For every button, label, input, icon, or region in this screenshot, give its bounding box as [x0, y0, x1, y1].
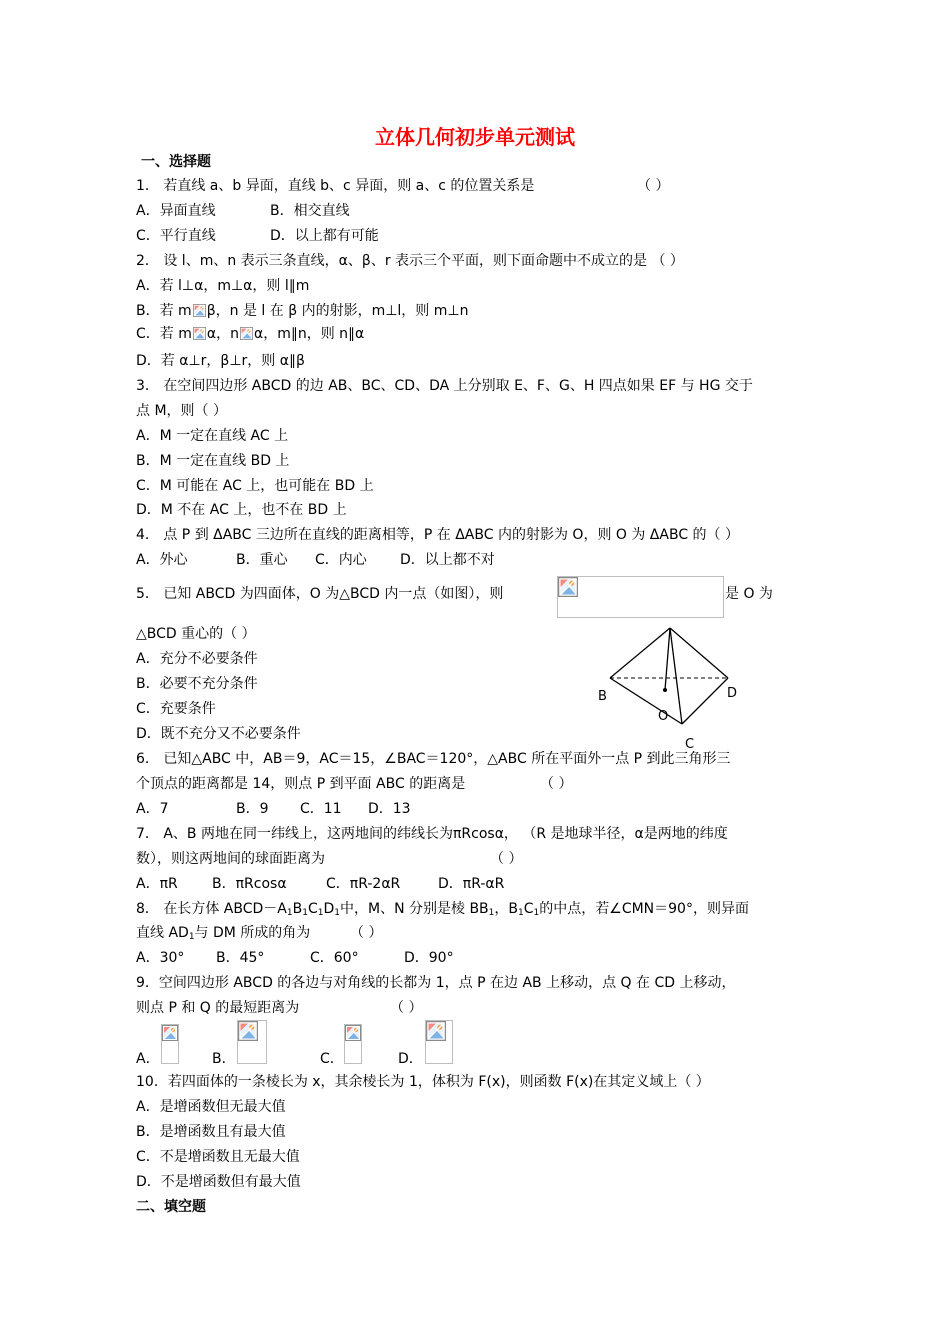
q1-option-d: D．以上都有可能 [270, 228, 379, 244]
q4-option-c: C．内心 [315, 552, 367, 568]
label-c: C [685, 737, 695, 752]
q8-option-c: C．60° [310, 950, 359, 966]
q9-option-a-image [161, 1024, 179, 1064]
q4-option-d: D．以上都不对 [400, 552, 495, 568]
q6-paren: （ ） [540, 776, 573, 792]
q1-stem: 1． 若直线 a、b 异面，直线 b、c 异面，则 a、c 的位置关系是 [136, 178, 535, 194]
q6-line2: 个顶点的距离都是 14，则点 P 到平面 ABC 的距离是 [136, 776, 466, 792]
edge-ad [670, 628, 728, 678]
q6-option-b: B．9 [236, 801, 269, 817]
q5-option-d: D．既不充分又不必要条件 [136, 726, 301, 742]
tetrahedron-figure [590, 622, 750, 752]
q9-option-a: A． [136, 1051, 160, 1067]
q5-option-a: A．充分不必要条件 [136, 651, 258, 667]
q4-option-a: A．外心 [136, 552, 188, 568]
q8-line2-a: 直线 AD [136, 925, 189, 941]
q4-stem: 4． 点 P 到 ΔABC 三边所在直线的距离相等，P 在 ΔABC 内的射影为 O，则 O 为 ΔABC 的（ ） [136, 527, 739, 543]
q9-option-c-image [344, 1024, 362, 1064]
broken-image-icon [162, 1025, 178, 1041]
q7-line2: 数），则这两地间的球面距离为 [136, 851, 325, 867]
q2-option-c-mid: α，n [206, 326, 239, 342]
q9-line1: 9．空间四边形 ABCD 的各边与对角线的长都为 1，点 P 在边 AB 上移动，点 Q 在 CD 上移动， [136, 975, 736, 991]
q1-option-c: C．平行直线 [136, 228, 216, 244]
q8-line1-c: 的中点，若∠CMN＝90°，则异面 [539, 901, 749, 917]
q8-line1-b: 中，M、N 分别是棱 BB [340, 901, 489, 917]
label-d: D [727, 686, 738, 701]
q6-option-c: C．11 [300, 801, 342, 817]
q9-option-d-image [425, 1020, 453, 1064]
q8-line1: 8． 在长方体 $ABCD-A_1B_1C_1D_1$中，M、N 分别是棱 $BB_1$，$B_1C_1$的中点，若∠CMN＝90°，则异面 [136, 901, 749, 918]
q10-option-a: A．是增函数但无最大值 [136, 1099, 286, 1115]
sub-1: 1 [334, 908, 340, 918]
q9-line2: 则点 P 和 Q 的最短距离为 [136, 1000, 300, 1016]
q4-option-b: B．重心 [236, 552, 288, 568]
q3-line2: 点 M，则（ ） [136, 403, 227, 419]
edge-bc [610, 678, 682, 724]
q1-option-b: B．相交直线 [270, 203, 350, 219]
q6-option-a: A．7 [136, 801, 169, 817]
q9-option-b: B． [212, 1051, 236, 1067]
q6-option-d: D．13 [368, 801, 411, 817]
sub-1: 1 [302, 908, 308, 918]
q8-line2 [136, 923, 310, 943]
q2-option-c-pre: C．若 m [136, 326, 192, 342]
section-heading-choice: 一、选择题 [141, 154, 211, 170]
sub-1: 1 [488, 908, 495, 918]
q3-option-b: B．M 一定在直线 BD 上 [136, 453, 290, 469]
q9-option-b-image [237, 1020, 267, 1064]
q5-option-b: B．必要不充分条件 [136, 676, 258, 692]
q3-option-c: C．M 可能在 AC 上，也可能在 BD 上 [136, 478, 374, 494]
sub-1: 1 [286, 908, 293, 918]
q2-option-d: D．若 α⊥r，β⊥r，则 α∥β [136, 353, 305, 369]
q8-line2-b: 与 DM 所成的角为 [194, 925, 311, 941]
edge-ab [610, 628, 670, 678]
q9-paren: （ ） [390, 1000, 423, 1016]
broken-image-icon [240, 327, 253, 340]
section-heading-fill: 二、填空题 [136, 1199, 206, 1215]
q5-condition-image [557, 576, 724, 618]
q9-option-d: D． [398, 1051, 423, 1067]
q10-option-c: C．不是增函数且无最大值 [136, 1149, 300, 1165]
q8-option-b: B．45° [216, 950, 265, 966]
sub-1: 1 [518, 908, 524, 918]
q6-line1: 6． 已知△ABC 中，AB＝9，AC＝15，∠BAC＝120°，△ABC 所在平面外一点 P 到此三角形三 [136, 751, 731, 767]
q5-line2: △BCD 重心的（ ） [136, 626, 256, 642]
q3-option-d: D．M 不在 AC 上，也不在 BD 上 [136, 502, 347, 518]
edge-ac [670, 628, 682, 724]
q5-stem-pre: 5． 已知 ABCD 为四面体，O 为△BCD 内一点（如图），则 [136, 586, 504, 602]
page-title: 立体几何初步单元测试 [375, 125, 575, 149]
q8-line1-a: 8． 在长方体 ABCD－A [136, 901, 287, 917]
broken-image-icon [193, 327, 206, 340]
sub-1: 1 [188, 932, 195, 942]
q2-option-a: A．若 l⊥α，m⊥α，则 l∥m [136, 278, 310, 294]
broken-image-icon [193, 304, 206, 317]
label-b: B [598, 689, 607, 704]
q3-option-a: A．M 一定在直线 AC 上 [136, 428, 289, 444]
q8-option-a: A．30° [136, 950, 185, 966]
label-o: O [658, 709, 669, 724]
q2-stem: 2． 设 l、m、n 表示三条直线，α、β、r 表示三个平面，则下面命题中不成立的是 （ ） [136, 253, 684, 269]
q8-option-d: D．90° [404, 950, 454, 966]
q8-paren: （ ） [350, 925, 383, 941]
point-o [663, 688, 667, 692]
q7-option-b: B．πRcosα [212, 876, 287, 892]
q2-option-b-post: β，n 是 l 在 β 内的射影，m⊥l，则 m⊥n [206, 303, 469, 319]
sub-1: 1 [317, 908, 324, 918]
broken-image-icon [345, 1025, 361, 1041]
q2-option-c [136, 324, 364, 344]
q2-option-c-post: α，m∥n，则 n∥α [253, 326, 365, 342]
edge-dc [682, 678, 728, 724]
q3-line1: 3． 在空间四边形 ABCD 的边 AB、BC、CD、DA 上分别取 E、F、G、H 四点如果 EF 与 HG 交于 [136, 378, 753, 394]
q10-stem: 10．若四面体的一条棱长为 x，其余棱长为 1，体积为 F(x)，则函数 F(x)在其定义域上（ ） [136, 1074, 710, 1090]
q1-option-a: A．异面直线 [136, 203, 216, 219]
q2-option-b [136, 301, 468, 321]
edge-ao [665, 628, 670, 690]
q5-option-c: C．充要条件 [136, 701, 216, 717]
q7-paren: （ ） [490, 851, 523, 867]
q10-option-b: B．是增函数且有最大值 [136, 1124, 286, 1140]
broken-image-icon [426, 1021, 446, 1041]
sub-1: 1 [533, 908, 540, 918]
q7-option-d: D．πR-αR [438, 876, 505, 892]
q5-stem-post: 是 O 为 [725, 586, 773, 602]
q9-option-c: C． [320, 1051, 344, 1067]
q7-option-c: C．πR-2αR [326, 876, 401, 892]
broken-image-icon [238, 1021, 258, 1041]
q7-line1: 7． A、B 两地在同一纬线上，这两地间的纬线长为πRcosα， （R 是地球半径，α是两地的纬度 [136, 826, 728, 842]
q2-option-b-pre: B．若 m [136, 303, 192, 319]
q10-option-d: D．不是增函数但有最大值 [136, 1174, 301, 1190]
broken-image-icon [558, 577, 578, 597]
q7-option-a: A．πR [136, 876, 178, 892]
q1-paren: （ ） [637, 178, 670, 194]
